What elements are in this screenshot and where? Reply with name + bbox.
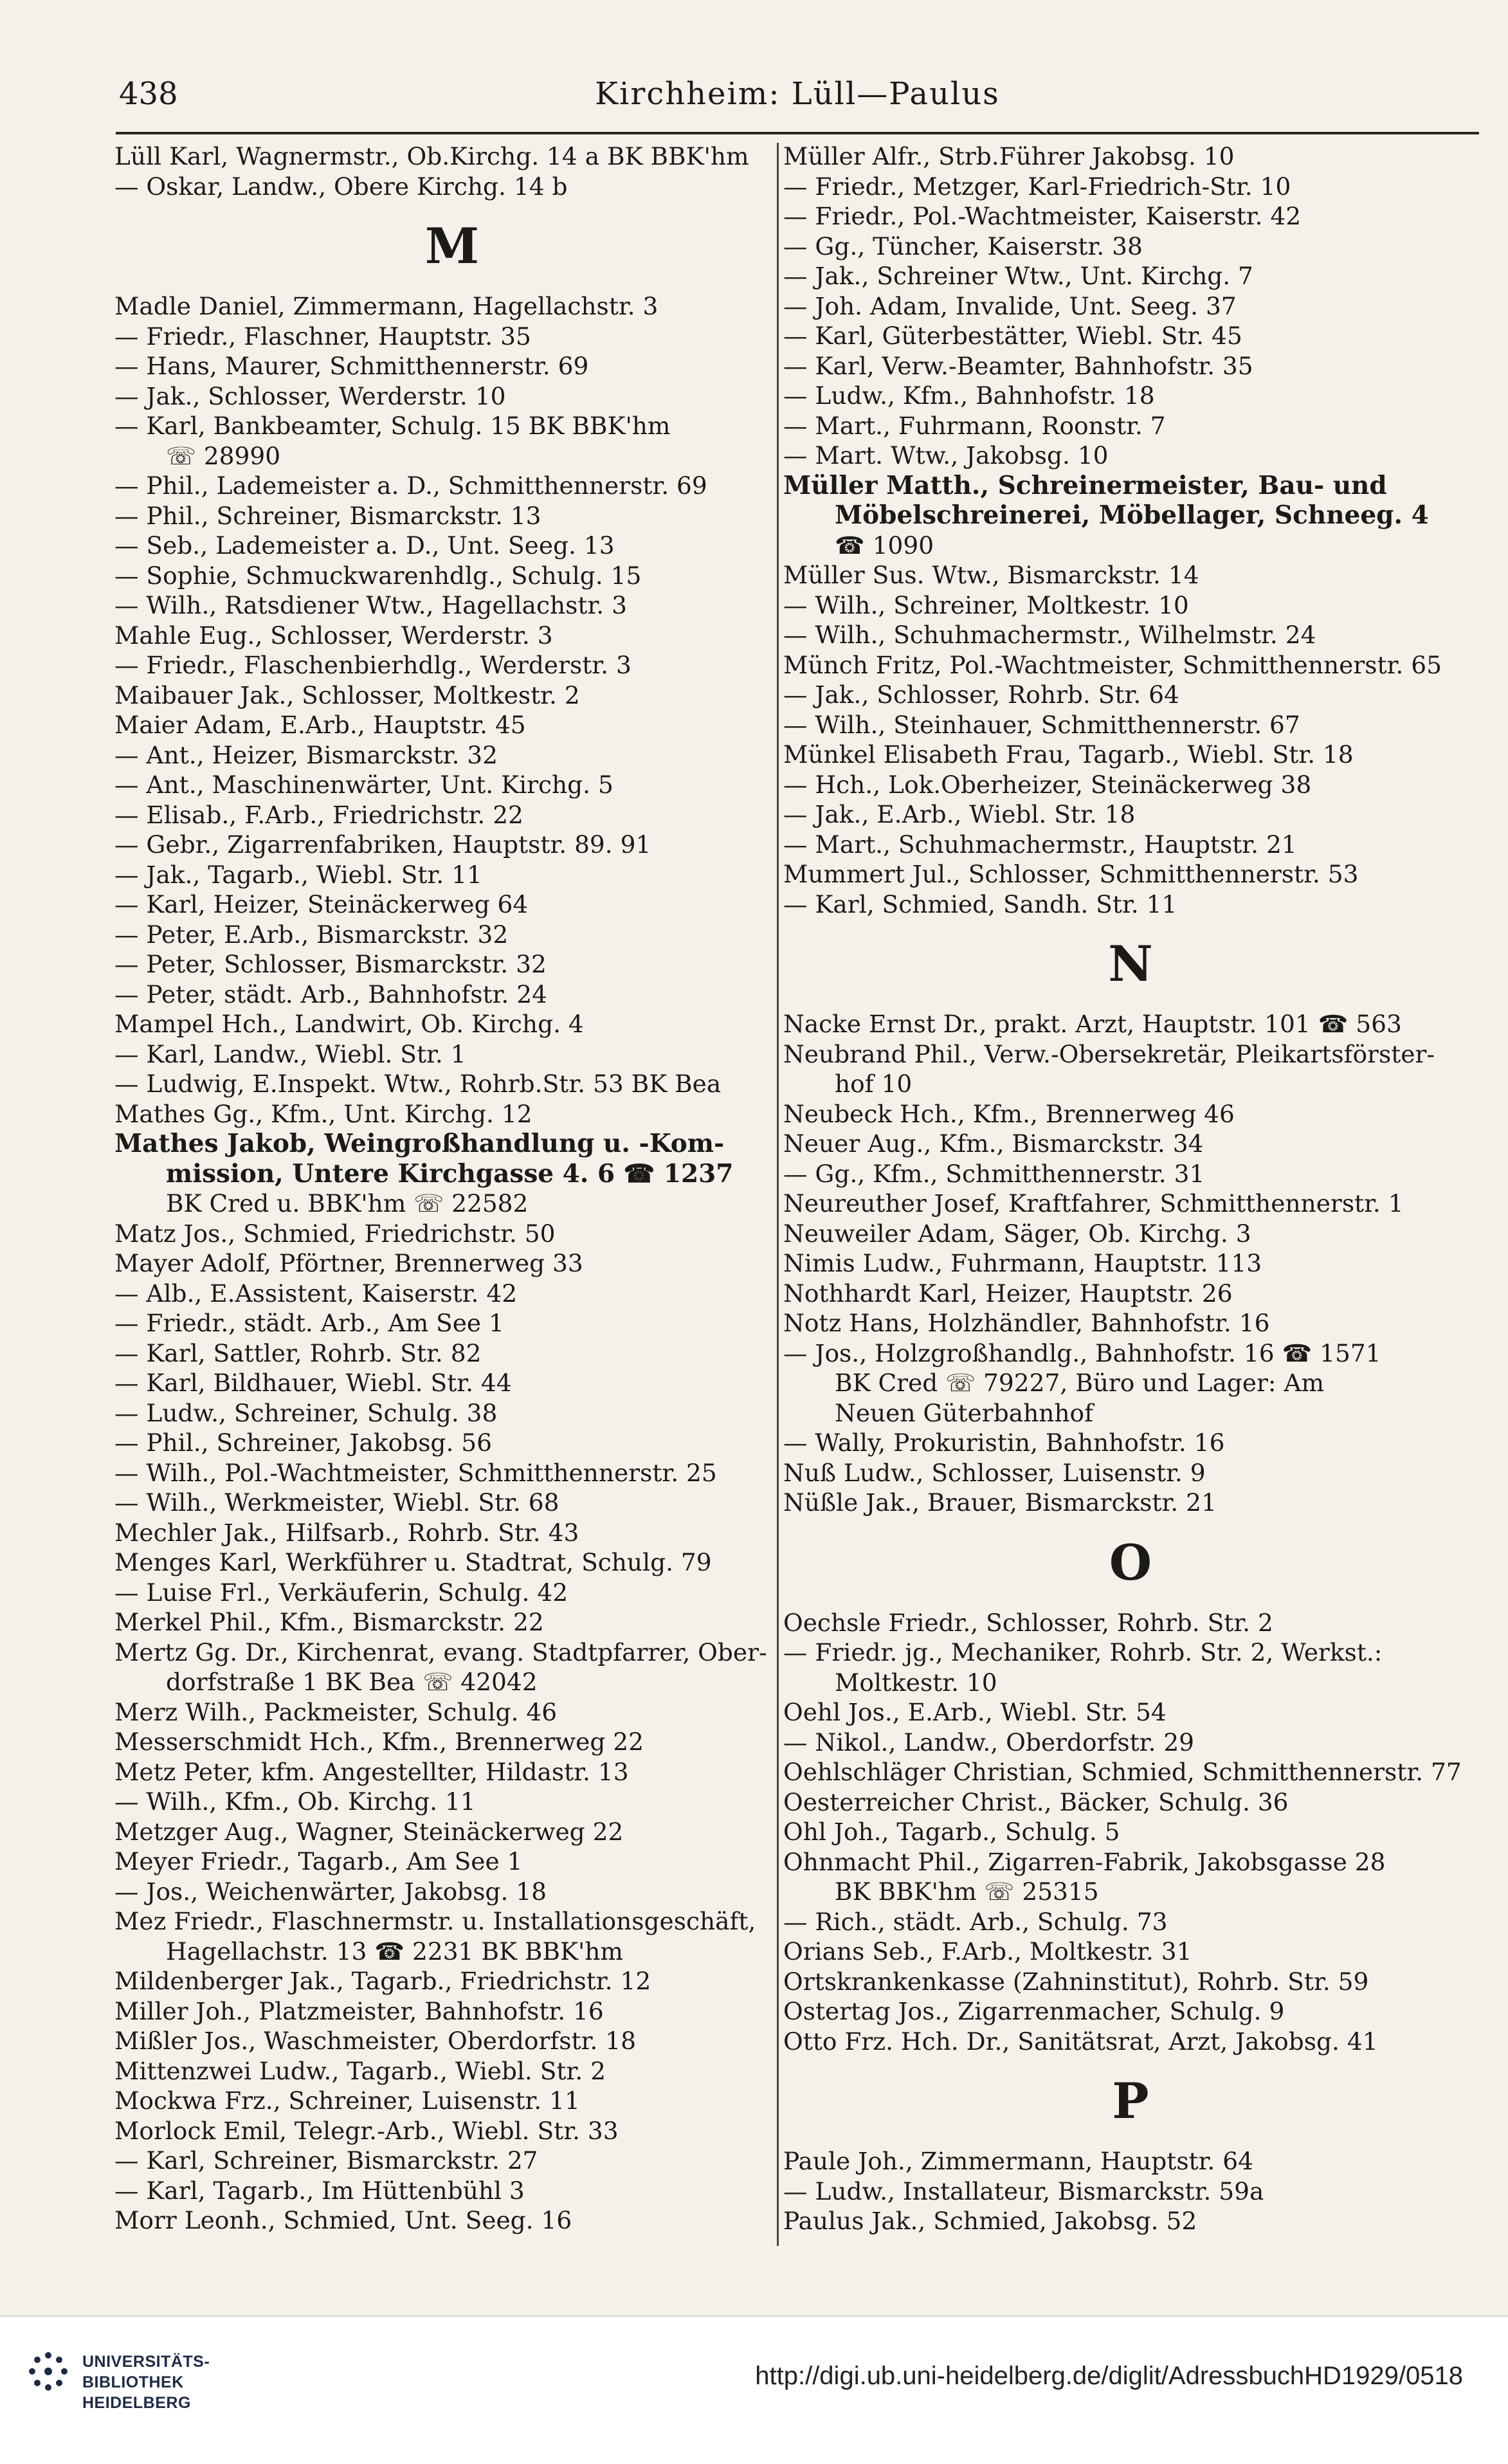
directory-entry: — Karl, Sattler, Rohrb. Str. 82	[114, 1338, 482, 1367]
directory-entry: Neubrand Phil., Verw.-Obersekretär, Pleikartsförster-	[783, 1039, 1435, 1068]
directory-entry: Oehl Jos., E.Arb., Wiebl. Str. 54	[783, 1698, 1167, 1726]
directory-entry: — Jak., Schlosser, Rohrb. Str. 64	[783, 680, 1179, 709]
directory-entry: Oehlschläger Christian, Schmied, Schmitthennerstr. 77	[783, 1758, 1462, 1786]
directory-entry: — Alb., E.Assistent, Kaiserstr. 42	[114, 1279, 518, 1308]
logo-line: UNIVERSITÄTS-	[82, 2353, 210, 2371]
directory-entry: Oechsle Friedr., Schlosser, Rohrb. Str. 2	[783, 1608, 1273, 1637]
directory-entry: — Hans, Maurer, Schmitthennerstr. 69	[114, 352, 589, 380]
directory-entry: — Phil., Lademeister a. D., Schmitthennerstr. 69	[114, 471, 707, 500]
seal-icon	[26, 2349, 71, 2394]
directory-entry: Müller Matth., Schreinermeister, Bau- und	[783, 470, 1387, 500]
section-letter: O	[1109, 1533, 1152, 1591]
directory-entry: — Gg., Kfm., Schmitthennerstr. 31	[783, 1159, 1205, 1188]
directory-entry: — Wilh., Werkmeister, Wiebl. Str. 68	[114, 1488, 559, 1517]
logo-line: BIBLIOTHEK	[82, 2373, 184, 2391]
right-column	[783, 141, 1478, 2236]
directory-entry: — Karl, Heizer, Steinäckerweg 64	[114, 890, 529, 918]
directory-entry: Mathes Jakob, Weingroßhandlung u. -Kom-	[114, 1129, 725, 1158]
directory-entry: Neuweiler Adam, Säger, Ob. Kirchg. 3	[783, 1219, 1251, 1248]
directory-entry: Otto Frz. Hch. Dr., Sanitätsrat, Arzt, Jakobsg. 41	[783, 2027, 1378, 2056]
footer-bar	[0, 2315, 1508, 2464]
directory-entry: — Mart., Fuhrmann, Roonstr. 7	[783, 411, 1166, 440]
directory-entry: — Karl, Bankbeamter, Schulg. 15 BK BBK'hm	[114, 412, 671, 440]
directory-entry: Mechler Jak., Hilfsarb., Rohrb. Str. 43	[114, 1518, 579, 1547]
left-column	[114, 141, 790, 2236]
source-url-link[interactable]: http://digi.ub.uni-heidelberg.de/diglit/AdressbuchHD1929/0518	[755, 2362, 1463, 2390]
directory-entry: Mildenberger Jak., Tagarb., Friedrichstr. 12	[114, 1967, 651, 1995]
page-title: Kirchheim: Lüll—Paulus	[595, 76, 1000, 112]
directory-entry: — Wilh., Steinhauer, Schmitthennerstr. 67	[783, 710, 1300, 739]
directory-entry: — Jak., Schlosser, Werderstr. 10	[114, 381, 506, 410]
header-rule	[116, 132, 1479, 134]
directory-entry: — Ant., Maschinenwärter, Unt. Kirchg. 5	[114, 771, 613, 799]
directory-entry: — Jak., Tagarb., Wiebl. Str. 11	[114, 860, 482, 889]
directory-entry: Mampel Hch., Landwirt, Ob. Kirchg. 4	[114, 1010, 584, 1038]
entry-continuation: mission, Untere Kirchgasse 4. 6 ☎ 1237	[166, 1158, 734, 1189]
directory-entry: — Karl, Landw., Wiebl. Str. 1	[114, 1039, 466, 1068]
entry-continuation: dorfstraße 1 BK Bea ☏ 42042	[166, 1668, 538, 1696]
section-letter: N	[1108, 935, 1153, 992]
directory-entry: — Jos., Weichenwärter, Jakobsg. 18	[114, 1877, 547, 1906]
directory-entry: — Ludw., Kfm., Bahnhofstr. 18	[783, 381, 1155, 410]
directory-entry: Metzger Aug., Wagner, Steinäckerweg 22	[114, 1817, 624, 1846]
directory-entry: Messerschmidt Hch., Kfm., Brennerweg 22	[114, 1728, 644, 1756]
directory-entry: Orians Seb., F.Arb., Moltkestr. 31	[783, 1937, 1192, 1966]
directory-entry: Neureuther Josef, Kraftfahrer, Schmitthennerstr. 1	[783, 1189, 1404, 1218]
directory-entry: — Friedr., Flaschenbierhdlg., Werderstr. 3	[114, 651, 631, 679]
directory-entry: Meyer Friedr., Tagarb., Am See 1	[114, 1847, 523, 1875]
directory-entry: — Hch., Lok.Oberheizer, Steinäckerweg 38	[783, 770, 1312, 799]
directory-entry: — Gg., Tüncher, Kaiserstr. 38	[783, 232, 1143, 260]
directory-entry: Matz Jos., Schmied, Friedrichstr. 50	[114, 1219, 556, 1248]
directory-entry: — Luise Frl., Verkäuferin, Schulg. 42	[114, 1578, 568, 1607]
directory-entry: — Elisab., F.Arb., Friedrichstr. 22	[114, 800, 523, 829]
directory-entry: — Friedr., Flaschner, Hauptstr. 35	[114, 322, 531, 351]
directory-entry: Mockwa Frz., Schreiner, Luisenstr. 11	[114, 2086, 580, 2115]
directory-entry: Mittenzwei Ludw., Tagarb., Wiebl. Str. 2	[114, 2056, 606, 2085]
directory-entry: — Wilh., Schuhmachermstr., Wilhelmstr. 24	[783, 621, 1316, 649]
directory-entry: — Ludw., Schreiner, Schulg. 38	[114, 1398, 498, 1427]
entry-continuation: Moltkestr. 10	[835, 1668, 997, 1697]
directory-entry: — Phil., Schreiner, Jakobsg. 56	[114, 1428, 492, 1457]
page-number: 438	[119, 76, 178, 112]
directory-entry: — Joh. Adam, Invalide, Unt. Seeg. 37	[783, 291, 1237, 320]
directory-entry: — Phil., Schreiner, Bismarckstr. 13	[114, 501, 541, 530]
entry-continuation: BK BBK'hm ☏ 25315	[835, 1877, 1099, 1906]
directory-entry: Morr Leonh., Schmied, Unt. Seeg. 16	[114, 2206, 572, 2234]
directory-entry: — Jak., E.Arb., Wiebl. Str. 18	[783, 800, 1136, 828]
directory-entry: — Wilh., Kfm., Ob. Kirchg. 11	[114, 1787, 476, 1816]
directory-entry: Merz Wilh., Packmeister, Schulg. 46	[114, 1697, 558, 1726]
directory-entry: Paulus Jak., Schmied, Jakobsg. 52	[783, 2207, 1197, 2235]
directory-entry: — Seb., Lademeister a. D., Unt. Seeg. 13	[114, 531, 615, 560]
entry-continuation: Neuen Güterbahnhof	[835, 1398, 1093, 1427]
library-logo[interactable]	[26, 2342, 219, 2426]
directory-entry: Lüll Karl, Wagnermstr., Ob.Kirchg. 14 a BK BBK'hm	[114, 142, 749, 170]
section-letter: M	[424, 217, 480, 275]
directory-entry: Mahle Eug., Schlosser, Werderstr. 3	[114, 621, 553, 650]
directory-entry: — Jak., Schreiner Wtw., Unt. Kirchg. 7	[783, 262, 1253, 290]
directory-entry: Neubeck Hch., Kfm., Brennerweg 46	[783, 1099, 1235, 1128]
directory-entry: — Nikol., Landw., Oberdorfstr. 29	[783, 1728, 1195, 1757]
directory-entry: Mertz Gg. Dr., Kirchenrat, evang. Stadtpfarrer, Ober-	[114, 1638, 767, 1666]
directory-entry: — Karl, Schmied, Sandh. Str. 11	[783, 890, 1177, 918]
directory-entry: — Jos., Holzgroßhandlg., Bahnhofstr. 16 ☎ 1571	[783, 1338, 1381, 1367]
directory-entry: Nacke Ernst Dr., prakt. Arzt, Hauptstr. 101 ☎ 563	[783, 1010, 1402, 1038]
directory-entry: Neuer Aug., Kfm., Bismarckstr. 34	[783, 1129, 1204, 1158]
directory-entry: — Peter, städt. Arb., Bahnhofstr. 24	[114, 980, 547, 1008]
directory-entry: Münkel Elisabeth Frau, Tagarb., Wiebl. Str. 18	[783, 740, 1354, 769]
directory-entry: Ohnmacht Phil., Zigarren-Fabrik, Jakobsgasse 28	[783, 1847, 1386, 1876]
entry-continuation: BK Cred ☏ 79227, Büro und Lager: Am	[835, 1369, 1325, 1397]
directory-entry: Mißler Jos., Waschmeister, Oberdorfstr. 18	[114, 2027, 636, 2055]
entry-continuation: hof 10	[835, 1070, 913, 1098]
directory-entry: — Friedr. jg., Mechaniker, Rohrb. Str. 2, Werkst.:	[783, 1638, 1383, 1666]
directory-entry: Nuß Ludw., Schlosser, Luisenstr. 9	[783, 1458, 1206, 1487]
entry-continuation: Möbelschreinerei, Möbellager, Schneeg. 4	[835, 500, 1429, 530]
directory-entry: Madle Daniel, Zimmermann, Hagellachstr. 3	[114, 292, 659, 320]
directory-entry: — Karl, Güterbestätter, Wiebl. Str. 45	[783, 322, 1242, 350]
directory-entry: — Friedr., Metzger, Karl-Friedrich-Str. 10	[783, 172, 1291, 201]
entry-continuation: Hagellachstr. 13 ☎ 2231 BK BBK'hm	[166, 1937, 623, 1966]
directory-entry: — Rich., städt. Arb., Schulg. 73	[783, 1907, 1168, 1936]
directory-entry: — Wally, Prokuristin, Bahnhofstr. 16	[783, 1428, 1225, 1457]
directory-entry: Münch Fritz, Pol.-Wachtmeister, Schmitthennerstr. 65	[783, 650, 1442, 679]
directory-entry: — Mart., Schuhmachermstr., Hauptstr. 21	[783, 830, 1297, 859]
directory-entry: Müller Alfr., Strb.Führer Jakobsg. 10	[783, 142, 1235, 170]
directory-entry: Merkel Phil., Kfm., Bismarckstr. 22	[114, 1608, 544, 1636]
directory-entry: Metz Peter, kfm. Angestellter, Hildastr. 13	[114, 1757, 629, 1786]
directory-entry: Menges Karl, Werkführer u. Stadtrat, Schulg. 79	[114, 1548, 712, 1576]
directory-entry: — Karl, Bildhauer, Wiebl. Str. 44	[114, 1369, 512, 1397]
directory-entry: — Friedr., Pol.-Wachtmeister, Kaiserstr. 42	[783, 202, 1302, 230]
directory-entry: Paule Joh., Zimmermann, Hauptstr. 64	[783, 2147, 1253, 2175]
directory-entry: — Karl, Schreiner, Bismarckstr. 27	[114, 2146, 538, 2175]
entry-continuation: ☎ 1090	[835, 531, 934, 560]
directory-entry: Maibauer Jak., Schlosser, Moltkestr. 2	[114, 680, 580, 709]
directory-entry: — Sophie, Schmuckwarenhdlg., Schulg. 15	[114, 561, 642, 590]
directory-entry: Morlock Emil, Telegr.-Arb., Wiebl. Str. 33	[114, 2116, 619, 2145]
directory-entry: — Wilh., Schreiner, Moltkestr. 10	[783, 590, 1189, 619]
directory-entry: Oesterreicher Christ., Bäcker, Schulg. 36	[783, 1787, 1289, 1816]
directory-entry: Mathes Gg., Kfm., Unt. Kirchg. 12	[114, 1099, 532, 1128]
logo-line: HEIDELBERG	[82, 2394, 191, 2412]
directory-entry: — Friedr., städt. Arb., Am See 1	[114, 1309, 504, 1337]
directory-entry: — Gebr., Zigarrenfabriken, Hauptstr. 89. 91	[114, 830, 651, 859]
directory-entry: Maier Adam, E.Arb., Hauptstr. 45	[114, 711, 526, 739]
directory-entry: Nüßle Jak., Brauer, Bismarckstr. 21	[783, 1488, 1217, 1517]
entry-continuation: BK Cred u. BBK'hm ☏ 22582	[166, 1189, 529, 1218]
directory-entry: — Oskar, Landw., Obere Kirchg. 14 b	[114, 172, 568, 201]
directory-entry: — Wilh., Pol.-Wachtmeister, Schmitthennerstr. 25	[114, 1458, 717, 1487]
directory-entry: Ohl Joh., Tagarb., Schulg. 5	[783, 1818, 1120, 1846]
directory-entry: — Ludw., Installateur, Bismarckstr. 59a	[783, 2177, 1264, 2205]
directory-entry: Miller Joh., Platzmeister, Bahnhofstr. 16	[114, 1996, 604, 2025]
directory-entry: Müller Sus. Wtw., Bismarckstr. 14	[783, 561, 1199, 589]
directory-entry: — Peter, Schlosser, Bismarckstr. 32	[114, 950, 547, 978]
directory-entry: Mummert Jul., Schlosser, Schmitthennerstr. 53	[783, 860, 1359, 888]
column-divider	[777, 143, 779, 2246]
entry-continuation: ☏ 28990	[166, 441, 281, 470]
directory-entry: Nothhardt Karl, Heizer, Hauptstr. 26	[783, 1279, 1233, 1308]
directory-entry: — Ant., Heizer, Bismarckstr. 32	[114, 740, 498, 769]
directory-entry: Nimis Ludw., Fuhrmann, Hauptstr. 113	[783, 1249, 1262, 1277]
directory-entry: — Ludwig, E.Inspekt. Wtw., Rohrb.Str. 53 BK Bea	[114, 1070, 722, 1098]
directory-entry: Ortskrankenkasse (Zahninstitut), Rohrb. Str. 59	[783, 1967, 1369, 1996]
directory-entry: Mayer Adolf, Pförtner, Brennerweg 33	[114, 1249, 583, 1277]
page-header	[119, 76, 1476, 127]
directory-entry: — Wilh., Ratsdiener Wtw., Hagellachstr. 3	[114, 591, 627, 619]
directory-entry: Notz Hans, Holzhändler, Bahnhofstr. 16	[783, 1309, 1270, 1337]
directory-entry: — Mart. Wtw., Jakobsg. 10	[783, 441, 1109, 470]
directory-entry: — Karl, Tagarb., Im Hüttenbühl 3	[114, 2176, 525, 2205]
directory-entry: Ostertag Jos., Zigarrenmacher, Schulg. 9	[783, 1997, 1285, 2025]
section-letter: P	[1112, 2072, 1149, 2130]
logo-text	[82, 2351, 210, 2413]
directory-entry: — Karl, Verw.-Beamter, Bahnhofstr. 35	[783, 351, 1253, 380]
directory-entry: — Peter, E.Arb., Bismarckstr. 32	[114, 920, 509, 949]
directory-entry: Mez Friedr., Flaschnermstr. u. Installationsgeschäft,	[114, 1907, 756, 1935]
